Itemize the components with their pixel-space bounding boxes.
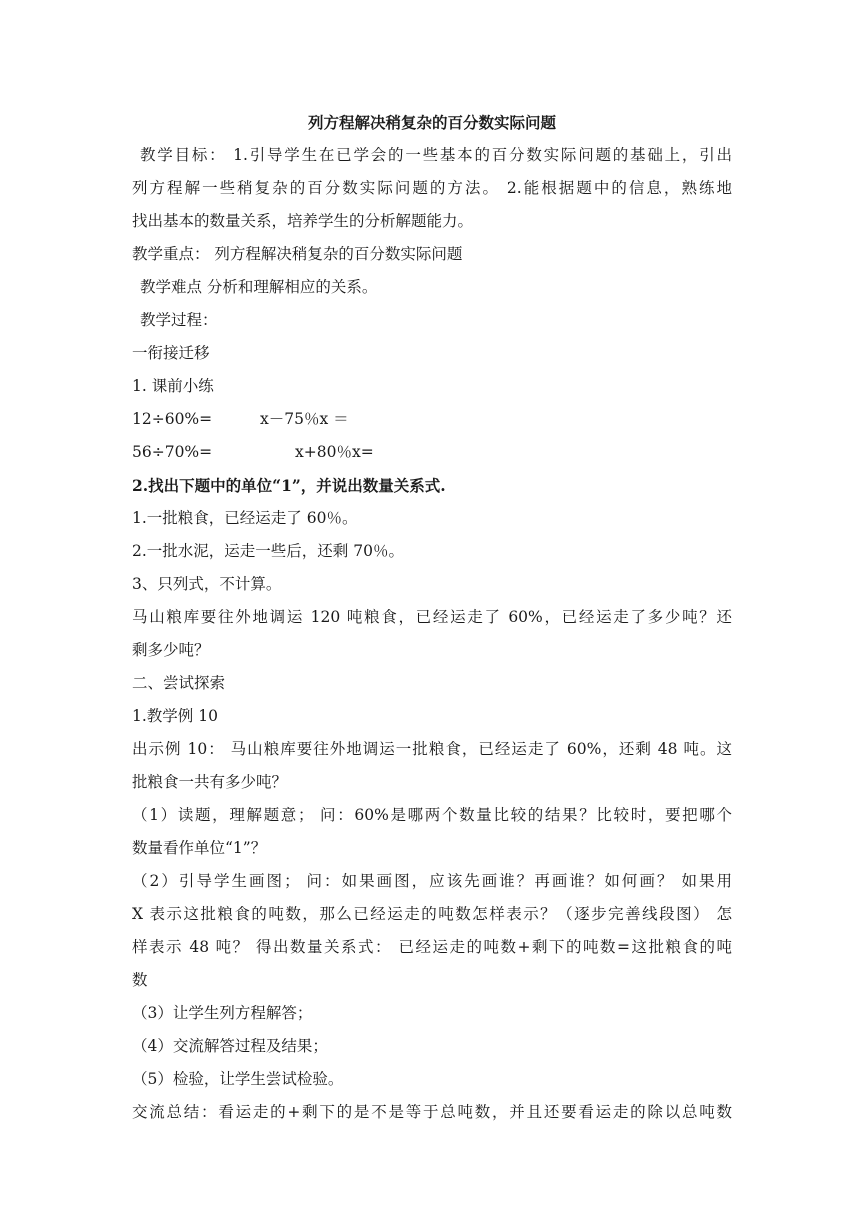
calc-row-2-right: x+80％x= [295, 443, 374, 461]
teaching-goals-line-1: 教学目标： 1.引导学生在已学会的一些基本的百分数实际问题的基础上，引出 [140, 146, 732, 164]
teaching-key-point: 教学重点： 列方程解决稍复杂的百分数实际问题 [132, 245, 463, 263]
section-1-heading: 一衔接迁移 [132, 344, 210, 362]
step-1-line-2: 数量看作单位“1”？ [132, 839, 267, 857]
calc-row-2-left: 56÷70%= [132, 443, 213, 461]
teaching-process-heading: 教学过程： [140, 311, 218, 329]
example-10-line-1: 出示例 10： 马山粮库要往外地调运一批粮食，已经运走了 60%，还剩 48 吨。这 [132, 740, 732, 758]
step-2-line-1: （2）引导学生画图； 问：如果画图，应该先画谁？再画谁？如何画？ 如果用 [132, 872, 732, 890]
task-2-item-1: 1.一批粮食，已经运走了 60％。 [132, 509, 358, 527]
practice-problem-line-1: 马山粮库要往外地调运 120 吨粮食，已经运走了 60%，已经运走了多少吨？还 [132, 608, 732, 626]
teaching-difficulty: 教学难点 分析和理解相应的关系。 [140, 278, 378, 296]
teaching-goals-line-3: 找出基本的数量关系，培养学生的分析解题能力。 [132, 212, 474, 230]
document-title: 列方程解决稍复杂的百分数实际问题 [307, 113, 556, 132]
calc-row-1-right: x－75％x ＝ [260, 410, 349, 428]
calc-row-2 [132, 436, 732, 469]
step-2-line-4: 数 [132, 971, 148, 989]
task-2-item-2: 2.一批水泥，运走一些后，还剩 70％。 [132, 542, 404, 560]
task-2-heading: 2.找出下题中的单位“1”，并说出数量关系式. [132, 476, 446, 495]
document-page [132, 106, 732, 1129]
section-2-heading: 二、尝试探索 [132, 674, 226, 692]
example-10-line-2: 批粮食一共有多少吨？ [132, 773, 288, 791]
summary-line: 交流总结：看运走的+剩下的是不是等于总吨数，并且还要看运走的除以总吨数 [132, 1103, 732, 1121]
step-5: （5）检验，让学生尝试检验。 [132, 1070, 344, 1088]
step-4: （4）交流解答过程及结果； [132, 1037, 328, 1055]
step-2-line-2: X 表示这批粮食的吨数，那么已经运走的吨数怎样表示？（逐步完善线段图） 怎 [132, 905, 732, 923]
calc-row-1 [132, 403, 732, 436]
step-1-line-1: （1）读题，理解题意； 问：60%是哪两个数量比较的结果？比较时，要把哪个 [132, 806, 732, 824]
example-10-heading: 1.教学例 10 [132, 707, 218, 725]
pre-class-practice-heading: 1. 课前小练 [132, 377, 214, 395]
step-2-line-3: 样表示 48 吨？ 得出数量关系式： 已经运走的吨数+剩下的吨数=这批粮食的吨 [132, 938, 732, 956]
task-3-heading: 3、只列式，不计算。 [132, 575, 282, 593]
calc-row-1-left: 12÷60%= [132, 410, 213, 428]
step-3: （3）让学生列方程解答； [132, 1004, 313, 1022]
teaching-goals-line-2: 列方程解一些稍复杂的百分数实际问题的方法。 2.能根据题中的信息，熟练地 [132, 179, 732, 197]
practice-problem-line-2: 剩多少吨？ [132, 641, 210, 659]
